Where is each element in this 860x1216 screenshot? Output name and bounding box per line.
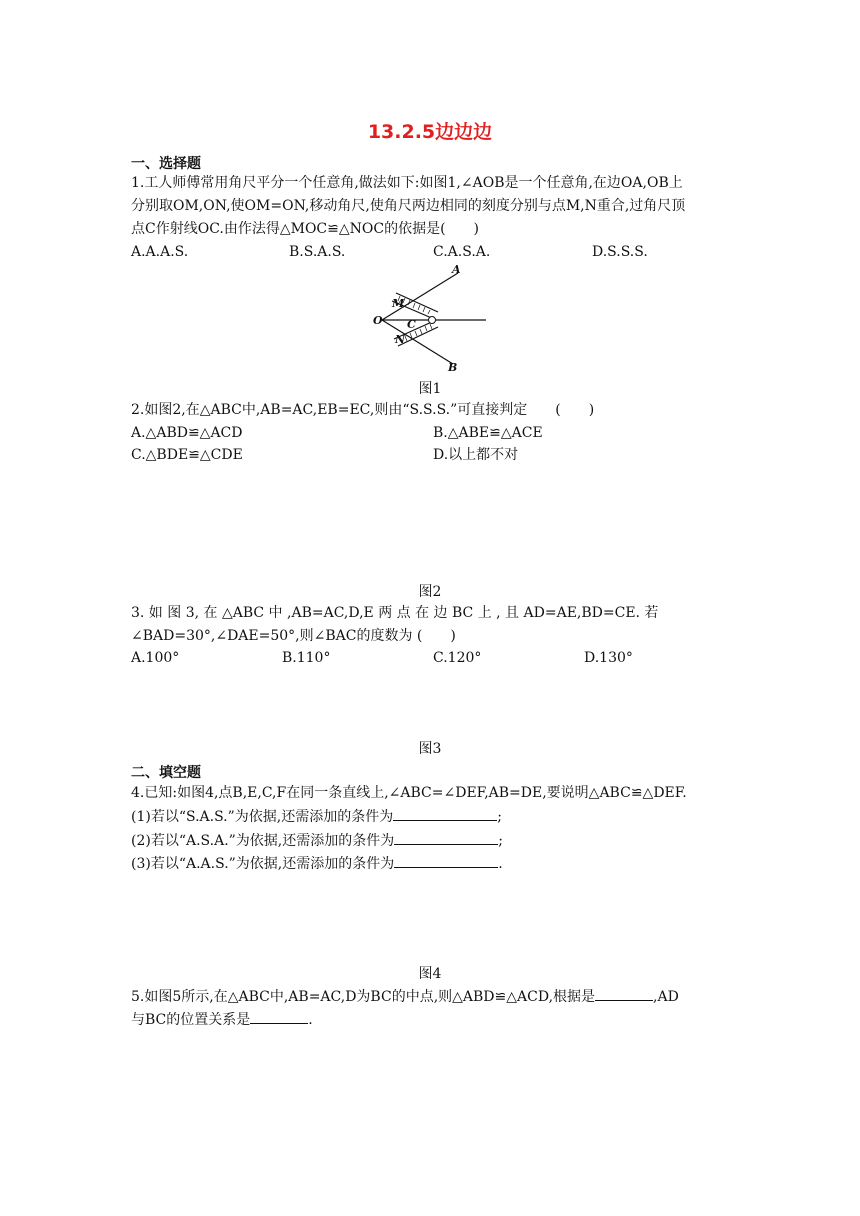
q1-option-c: C.A.S.A. — [433, 244, 491, 260]
q2-option-d: D.以上都不对 — [433, 447, 519, 463]
q1-line1: 1.工人师傅常用角尺平分一个任意角,做法如下:如图1,∠AOB是一个任意角,在边OA,OB上 — [131, 175, 683, 191]
q5-line2 — [131, 1009, 313, 1030]
section-heading-choice: 一、选择题 — [131, 156, 201, 172]
q3-option-a: A.100° — [131, 650, 180, 666]
page-title: 13.2.5边边边 — [367, 121, 493, 143]
q2-stem: 2.如图2,在△ABC中,AB=AC,EB=EC,则由“S.S.S.”可直接判定 ( ) — [131, 402, 595, 418]
figure-3-caption: 图3 — [418, 741, 442, 757]
q3-option-b: B.110° — [282, 650, 331, 666]
q2-option-a: A.△ABD≌△ACD — [131, 425, 243, 441]
figure-2-caption: 图2 — [418, 584, 442, 600]
label-m: M — [392, 297, 405, 310]
q4-blank-1[interactable] — [393, 806, 497, 821]
label-n: N — [395, 333, 406, 346]
q5-line2-end: . — [308, 1012, 313, 1028]
q2-option-b: B.△ABE≌△ACE — [433, 425, 543, 441]
q1-option-b: B.S.A.S. — [289, 244, 346, 260]
q4-sub3 — [131, 853, 503, 874]
q3-option-d: D.130° — [584, 650, 633, 666]
figure-4-caption: 图4 — [418, 966, 442, 982]
q4-stem: 4.已知:如图4,点B,E,C,F在同一条直线上,∠ABC=∠DEF,AB=DE,要说明△ABC≌△DEF. — [131, 785, 687, 801]
q1-option-a: A.A.A.S. — [131, 244, 189, 260]
q4-sub1-end: ; — [497, 809, 502, 825]
q1-option-d: D.S.S.S. — [592, 244, 648, 260]
section-heading-fill: 二、填空题 — [131, 765, 201, 781]
label-c: C — [407, 318, 416, 331]
q4-sub1-text: (1)若以“S.A.S.”为依据,还需添加的条件为 — [131, 809, 394, 825]
q4-sub3-end: . — [498, 856, 503, 872]
q1-line2: 分别取OM,ON,使OM=ON,移动角尺,使角尺两边相同的刻度分别与点M,N重合,过角尺顶 — [131, 198, 686, 214]
label-o: O — [373, 314, 383, 327]
q5-line2-text: 与BC的位置关系是 — [131, 1012, 251, 1028]
q3-line1: 3. 如 图 3, 在 △ABC 中 ,AB=AC,D,E 两 点 在 边 BC 上 , 且 AD=AE,BD=CE. 若 — [131, 605, 659, 621]
q4-sub2 — [131, 830, 503, 851]
ray-ob — [382, 320, 453, 364]
q4-blank-2[interactable] — [394, 830, 498, 845]
q4-sub2-text: (2)若以“A.S.A.”为依据,还需添加的条件为 — [131, 833, 395, 849]
q5-line1 — [131, 986, 679, 1007]
q5-line1-text: 5.如图5所示,在△ABC中,AB=AC,D为BC的中点,则△ABD≌△ACD,根据是 — [131, 989, 596, 1005]
q4-sub2-end: ; — [498, 833, 503, 849]
label-a: A — [452, 263, 461, 276]
q5-blank-2[interactable] — [250, 1009, 308, 1024]
figure-1-caption: 图1 — [418, 381, 442, 397]
label-b: B — [448, 361, 458, 374]
q2-option-c: C.△BDE≌△CDE — [131, 447, 243, 463]
q5-line1-end: ,AD — [653, 989, 679, 1005]
figure-1 — [360, 263, 500, 375]
q4-sub3-text: (3)若以“A.A.S.”为依据,还需添加的条件为 — [131, 856, 395, 872]
point-c — [429, 317, 436, 324]
q4-blank-3[interactable] — [394, 853, 498, 868]
q5-blank-1[interactable] — [595, 986, 653, 1001]
q3-line2: ∠BAD=30°,∠DAE=50°,则∠BAC的度数为 ( ) — [131, 628, 456, 644]
q3-option-c: C.120° — [433, 650, 482, 666]
q4-sub1 — [131, 806, 502, 827]
q1-line3: 点C作射线OC.由作法得△MOC≌△NOC的依据是( ) — [131, 221, 480, 237]
